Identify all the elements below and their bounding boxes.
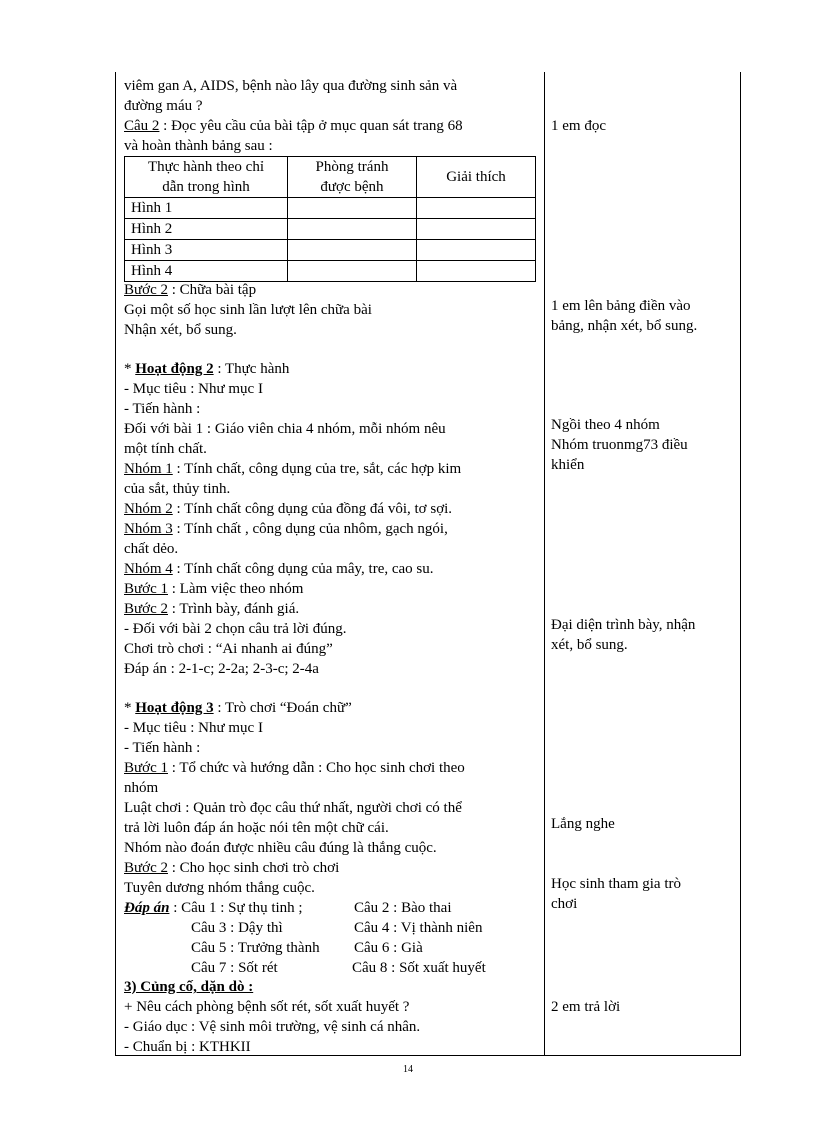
group3-line <box>124 519 448 539</box>
answer-item: Câu 8 : Sốt xuất huyết <box>352 960 486 976</box>
student-note: bảng, nhận xét, bổ sung. <box>551 318 698 334</box>
text-line: Đáp án : 2-1-c; 2-2a; 2-3-c; 2-4a <box>124 661 319 677</box>
activity-star: * <box>124 361 136 377</box>
answer-item: Câu 4 : Vị thành niên <box>354 920 483 936</box>
group-label: Nhóm 4 <box>124 561 173 577</box>
column-divider <box>544 72 545 1056</box>
text-line: - Tiến hành : <box>124 401 201 417</box>
group2-line <box>124 499 452 519</box>
answer-item: Câu 5 : Trưởng thành <box>191 940 320 956</box>
cau2-line <box>124 116 463 136</box>
text-line: trả lời luôn đáp án hoặc nói tên một chữ cái. <box>124 820 389 836</box>
group-text: : Tính chất , công dụng của nhôm, gạch ngói, <box>172 521 448 537</box>
header-prevent-line1: Phòng tránh <box>315 159 389 175</box>
student-note: Lắng nghe <box>551 816 615 832</box>
group4-line <box>124 559 434 579</box>
student-note: chơi <box>551 896 578 912</box>
step-text: : Tổ chức và hướng dẫn : Cho học sinh chơi theo <box>167 760 465 776</box>
text-line: nhóm <box>124 780 159 796</box>
step-label: Bước 2 <box>124 282 168 298</box>
text-line: - Mục tiêu : Như mục I <box>124 381 263 397</box>
student-note: Học sinh tham gia trò <box>551 876 681 892</box>
student-note: Ngồi theo 4 nhóm <box>551 417 660 433</box>
activity-label: Hoạt động 3 <box>135 700 214 716</box>
header-prevent <box>288 157 417 198</box>
text-line: Luật chơi : Quản trò đọc câu thứ nhất, người chơi có thể <box>124 800 462 816</box>
student-note: xét, bổ sung. <box>551 637 628 653</box>
step-label: Bước 2 <box>124 860 168 876</box>
activity3-heading <box>124 698 352 718</box>
step-label: Bước 2 <box>124 601 168 617</box>
table-cell <box>417 261 536 282</box>
section3-heading: 3) Củng cố, dặn dò : <box>124 979 254 995</box>
table-cell <box>417 198 536 219</box>
activity-label: Hoạt động 2 <box>135 361 214 377</box>
activity-star: * <box>124 700 136 716</box>
answer-item: Câu 3 : Dậy thì <box>191 920 283 936</box>
buoc2-line <box>124 280 256 300</box>
step2-line <box>124 599 299 619</box>
text-line: Nhận xét, bổ sung. <box>124 322 237 338</box>
activity2-heading <box>124 359 289 379</box>
group1-line <box>124 459 461 479</box>
table-cell <box>417 240 536 261</box>
text-line: và hoàn thành bảng sau : <box>124 138 273 154</box>
group-text: : Tính chất công dụng của mây, tre, cao su. <box>172 561 434 577</box>
student-note: 1 em đọc <box>551 118 606 134</box>
table-cell <box>288 198 417 219</box>
table-cell <box>288 219 417 240</box>
page-number: 14 <box>403 1064 413 1075</box>
text-line: - Tiến hành : <box>124 740 201 756</box>
group-label: Nhóm 1 <box>124 461 173 477</box>
answer-item: : Câu 1 : Sự thụ tinh ; <box>169 900 303 916</box>
text-line: chất dẻo. <box>124 541 179 557</box>
step-text: : Chữa bài tập <box>167 282 257 298</box>
cau2-label: Câu 2 <box>124 118 160 134</box>
text-line: của sắt, thủy tinh. <box>124 481 231 497</box>
lesson-table <box>115 72 741 1056</box>
header-explain: Giải thích <box>417 157 536 198</box>
step1b-line <box>124 758 465 778</box>
table-cell <box>288 240 417 261</box>
observation-table <box>124 156 536 282</box>
answer-item: Câu 2 : Bào thai <box>354 900 452 916</box>
answer-item: Câu 6 : Già <box>354 940 423 956</box>
table-cell <box>288 261 417 282</box>
text-line: - Chuẩn bị : KTHKII <box>124 1039 251 1055</box>
text-line: Chơi trò chơi : “Ai nhanh ai đúng” <box>124 641 333 657</box>
step-text: : Trình bày, đánh giá. <box>167 601 300 617</box>
activity-text: : Thực hành <box>213 361 290 377</box>
text-line: - Đối với bài 2 chọn câu trả lời đúng. <box>124 621 347 637</box>
group-text: : Tính chất, công dụng của tre, sắt, các hợp kim <box>172 461 462 477</box>
activity-text: : Trò chơi “Đoán chữ” <box>213 700 352 716</box>
step2c-line <box>124 858 339 878</box>
header-practice <box>125 157 288 198</box>
text-line: - Mục tiêu : Như mục I <box>124 720 263 736</box>
answers-label: Đáp án <box>124 900 170 916</box>
text-line: viêm gan A, AIDS, bệnh nào lây qua đường sinh sản và <box>124 78 458 94</box>
row-label: Hình 4 <box>125 261 288 282</box>
group-label: Nhóm 2 <box>124 501 173 517</box>
row-label: Hình 1 <box>125 198 288 219</box>
text-line: một tính chất. <box>124 441 207 457</box>
student-note: Đại diện trình bày, nhận <box>551 617 696 633</box>
step-label: Bước 1 <box>124 760 168 776</box>
student-note: 1 em lên bảng điền vào <box>551 298 691 314</box>
step-label: Bước 1 <box>124 581 168 597</box>
student-note: 2 em trả lời <box>551 999 621 1015</box>
header-prevent-line2: được bệnh <box>320 179 384 195</box>
text-line: Đối với bài 1 : Giáo viên chia 4 nhóm, mỗi nhóm nêu <box>124 421 446 437</box>
answer-item: Câu 7 : Sốt rét <box>191 960 278 976</box>
text-line: Nhóm nào đoán được nhiều câu đúng là thắng cuộc. <box>124 840 437 856</box>
text-line: - Giáo dục : Vệ sinh môi trường, vệ sinh cá nhân. <box>124 1019 421 1035</box>
text-line: + Nêu cách phòng bệnh sốt rét, sốt xuất huyết ? <box>124 999 410 1015</box>
text-line: Gọi một số học sinh lần lượt lên chữa bài <box>124 302 372 318</box>
student-note: Nhóm truonmg73 điều <box>551 437 688 453</box>
group-text: : Tính chất công dụng của đồng đá vôi, tơ sợi. <box>172 501 453 517</box>
text-line: Tuyên dương nhóm thắng cuộc. <box>124 880 315 896</box>
step1-line <box>124 579 303 599</box>
answers-line1 <box>124 898 303 918</box>
header-practice-line1: Thực hành theo chỉ <box>147 159 264 175</box>
row-label: Hình 2 <box>125 219 288 240</box>
group-label: Nhóm 3 <box>124 521 173 537</box>
right-border <box>740 72 741 1056</box>
text-line: đường máu ? <box>124 98 203 114</box>
left-border <box>115 72 116 1056</box>
row-label: Hình 3 <box>125 240 288 261</box>
table-cell <box>417 219 536 240</box>
cau2-text: : Đọc yêu cầu của bài tập ở mục quan sát trang 68 <box>159 118 463 134</box>
student-note: khiển <box>551 457 585 473</box>
header-practice-line2: dẫn trong hình <box>162 179 250 195</box>
step-text: : Cho học sinh chơi trò chơi <box>167 860 340 876</box>
step-text: : Làm việc theo nhóm <box>167 581 304 597</box>
